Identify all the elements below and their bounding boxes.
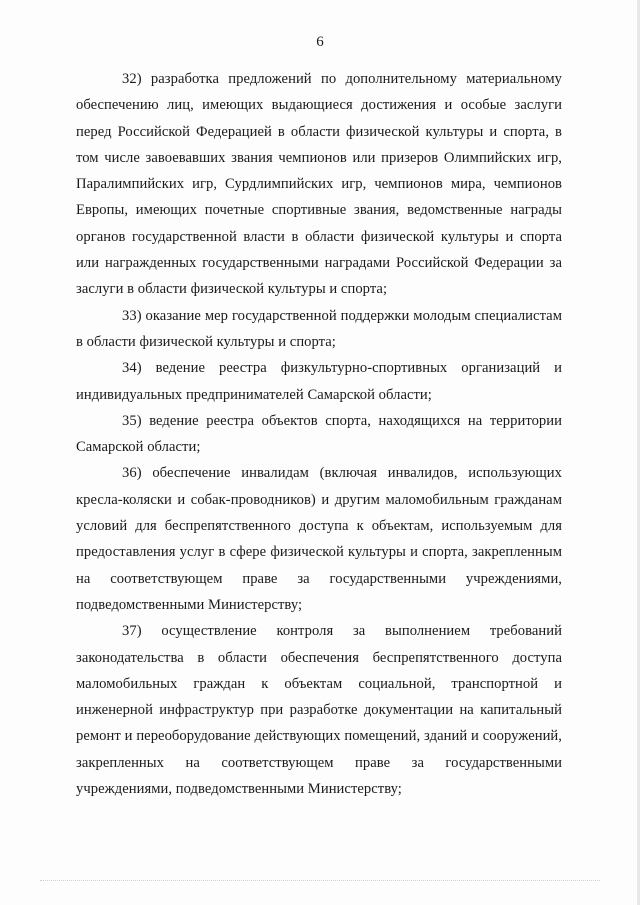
scan-artifact-dots: [40, 880, 600, 882]
paragraph-item-37: 37) осуществление контроля за выполнением требований законодательства в области обеспечения беспрепятственного доступа маломобильных граждан к объектам социальной, транспортной и инженерной инфраструктур при разработке документации на капитальный ремонт и переоборудование действующих помещений, зданий и сооружений, закрепленных на соответствующем праве за государственными учреждениями, подведомственными Министерству;: [76, 623, 562, 798]
paragraph-item-33: 33) оказание мер государственной поддержки молодым специалистам в области физической культуры и спорта;: [76, 307, 562, 350]
paragraph-item-35: 35) ведение реестра объектов спорта, находящихся на территории Самарской области;: [76, 412, 562, 456]
paragraph-item-32: 32) разработка предложений по дополнительному материальному обеспечению лиц, имеющих выдающиеся достижения и особые заслуги перед Российской Федерацией в области физической культуры и спорта, в том числе завоевавших звания чемпионов или призеров Олимпийских игр, Паралимпийских игр, Сурдлимпийских игр, чемпионов мира, чемпионов Европы, имеющих почетные спортивные звания, ведомственные награды органов государственной власти в области физической культуры и спорта или награжденных государственными наградами Российской Федерации за заслуги в области физической культуры и спорта;: [76, 71, 562, 298]
paragraph-item-34: 34) ведение реестра физкультурно-спортивных организаций и индивидуальных предпринимателей Самарской области;: [76, 360, 562, 403]
paragraph-item-36: 36) обеспечение инвалидам (включая инвалидов, использующих кресла-коляски и собак-проводников) и другим маломобильным гражданам условий для беспрепятственного доступа к объектам, используемым для предоставления услуг в сфере физической культуры и спорта, закрепленным на соответствующем праве за государственными учреждениями, подведомственными Министерству;: [76, 465, 562, 613]
document-body: [76, 66, 562, 802]
page-number: 6: [316, 34, 324, 50]
